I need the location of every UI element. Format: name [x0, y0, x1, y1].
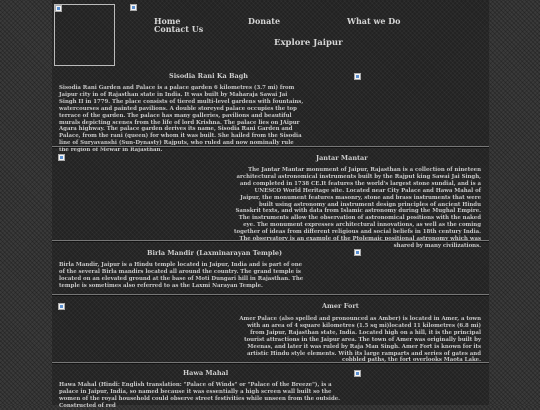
site-logo[interactable] — [54, 4, 115, 66]
broken-image-icon — [130, 4, 137, 11]
broken-image-icon — [58, 154, 65, 161]
broken-image-icon — [354, 73, 361, 80]
section-text: The Jantar Mantar monument of Jaipur, Rajasthan is a collection of nineteen architectural astronomical instruments built by the Rajput king Sawai Jai Singh, and completed in 1738 CE.It features the world's largest stone sundial, and is a UNESCO World Heritage site. Located near City Palace and Hawa Mahal of Jaipur, the monument features masonry, stone and brass instruments that were built using astronomy and instrument design principles of ancient Hindu Sanskrit texts, and with data from Islamic astronomy during the Mughal Empire. The instruments allow the observation of astronomical positions with the naked eye. The monument expresses architectural innovations, as well as the coming together of ideas from different religious and social beliefs in 18th century India. The observatory is an example of the Ptolemaic positional astronomy which was shared by many civilizations. — [234, 167, 481, 249]
section-title: Hawa Mahal — [183, 369, 229, 377]
section-divider — [52, 362, 489, 363]
section-title: Amer Fort — [322, 302, 359, 310]
section-title: Birla Mandir (Laxminarayan Temple) — [147, 249, 283, 257]
page-container — [52, 0, 489, 409]
section-text: Hawa Mahal (Hindi: English translation: "Palace of Winds" or "Palace of the Breeze"), is a palace in Jaipur, India, so named because it was essentially a high screen wall built so the women of the royal household could observe street festivities while unseen from the outside. Constructed of red — [59, 382, 341, 409]
broken-image-icon — [354, 249, 361, 256]
page-title: Explore Jaipur — [274, 38, 343, 48]
section-text: Amer Palace (also spelled and pronounced as Amber) is located in Amer, a town with an area of 4 square kilometres (1.5 sq mi)located 11 kilometres (6.8 mi) from Jaipur, Rajasthan state, India. Located high on a hill, it is the principal tourist attractions in the Jaipur area. The town of Amer was originally built by Meenas, and later it was ruled by Raja Man Singh. Amer Fort is known for its artistic Hindu style elements. With its large ramparts and series of gates and cobbled paths, the fort overlooks Maota Lake. — [239, 316, 481, 364]
broken-image-icon — [354, 370, 361, 377]
broken-image-icon — [58, 303, 65, 310]
section-text: Birla Mandir, Jaipur is a Hindu temple located in Jaipur, India and is part of one of the several Birla mandirs located all around the country. The grand temple is located on an elevated ground at the base of Moti Dungari hill in Rajasthan. The temple is sometimes also referred to as the Laxmi Narayan Temple. — [59, 262, 304, 289]
nav-what-we-do-link[interactable]: What we Do — [347, 16, 401, 26]
section-divider — [52, 240, 489, 241]
nav-home-link[interactable]: Home — [154, 16, 181, 26]
section-title: Jantar Mantar — [316, 154, 368, 162]
broken-image-icon — [55, 5, 62, 12]
section-text: Sisodia Rani Garden and Palace is a palace garden 6 kilometres (3.7 mi) from Jaipur city in of Rajasthan state in India. It was built by Maharaja Sawai Jai Singh II in 1779. The place consists of tiered multi-level gardens with fountains, watercourses and painted pavilions. A double storeyed palace occupies the top terrace of the garden. The palace has many galleries, pavilions and beautiful murals depicting scenes from the life of lord Krishna. The palace lies on JAipur Agara highway. The palace garden derives its name, Sisodia Rani Garden and Palace, from the rani (queen) for whom it was built. She hailed from the Sisodia line of Suryavanshi (Sun-Dynasty) Rajputs, who ruled and now nominally rule the region of Mewar in Rajasthan. — [59, 85, 304, 154]
nav-contact-us-link[interactable]: Contact Us — [154, 24, 204, 34]
nav-donate-link[interactable]: Donate — [248, 16, 281, 26]
section-divider — [52, 146, 489, 147]
section-divider — [52, 294, 489, 295]
section-title: Sisodia Rani Ka Bagh — [169, 72, 248, 80]
